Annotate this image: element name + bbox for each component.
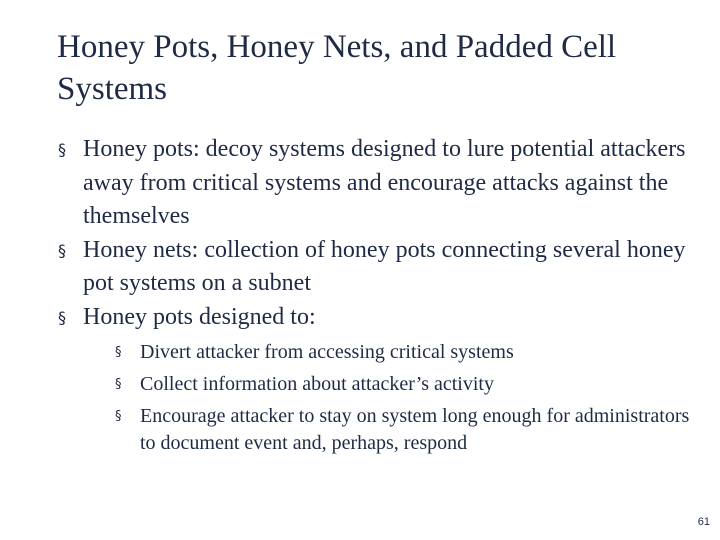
bullet-text: Honey pots: decoy systems designed to lure potential attackers away from critical systems and encourage attacks against the themselves xyxy=(83,136,686,229)
sub-bullet-list xyxy=(83,339,708,457)
bullet-list xyxy=(58,133,708,462)
sub-bullet-text: Divert attacker from accessing critical systems xyxy=(140,341,514,363)
section-sign-bullet-icon: § xyxy=(58,140,66,159)
bullet-item xyxy=(58,133,708,234)
sub-bullet-text: Encourage attacker to stay on system long enough for administrators to document event and, perhaps, respond xyxy=(140,405,690,454)
page-number: 61 xyxy=(697,516,710,528)
sub-bullet-item xyxy=(115,339,708,366)
slide-title: Honey Pots, Honey Nets, and Padded Cell Systems xyxy=(57,29,617,107)
section-sign-bullet-icon: § xyxy=(58,240,66,260)
section-sign-bullet-icon: § xyxy=(58,307,66,327)
section-sign-bullet-icon: § xyxy=(115,345,122,360)
sub-bullet-item xyxy=(115,371,708,398)
sub-bullet-item xyxy=(115,403,708,457)
bullet-item xyxy=(58,301,708,458)
sub-bullet-text: Collect information about attacker’s activity xyxy=(140,373,494,395)
bullet-text: Honey nets: collection of honey pots connecting several honey pot systems on a subnet xyxy=(83,236,686,296)
section-sign-bullet-icon: § xyxy=(115,409,122,424)
section-sign-bullet-icon: § xyxy=(115,377,122,392)
bullet-item xyxy=(58,234,708,301)
bullet-text: Honey pots designed to: xyxy=(83,303,316,330)
